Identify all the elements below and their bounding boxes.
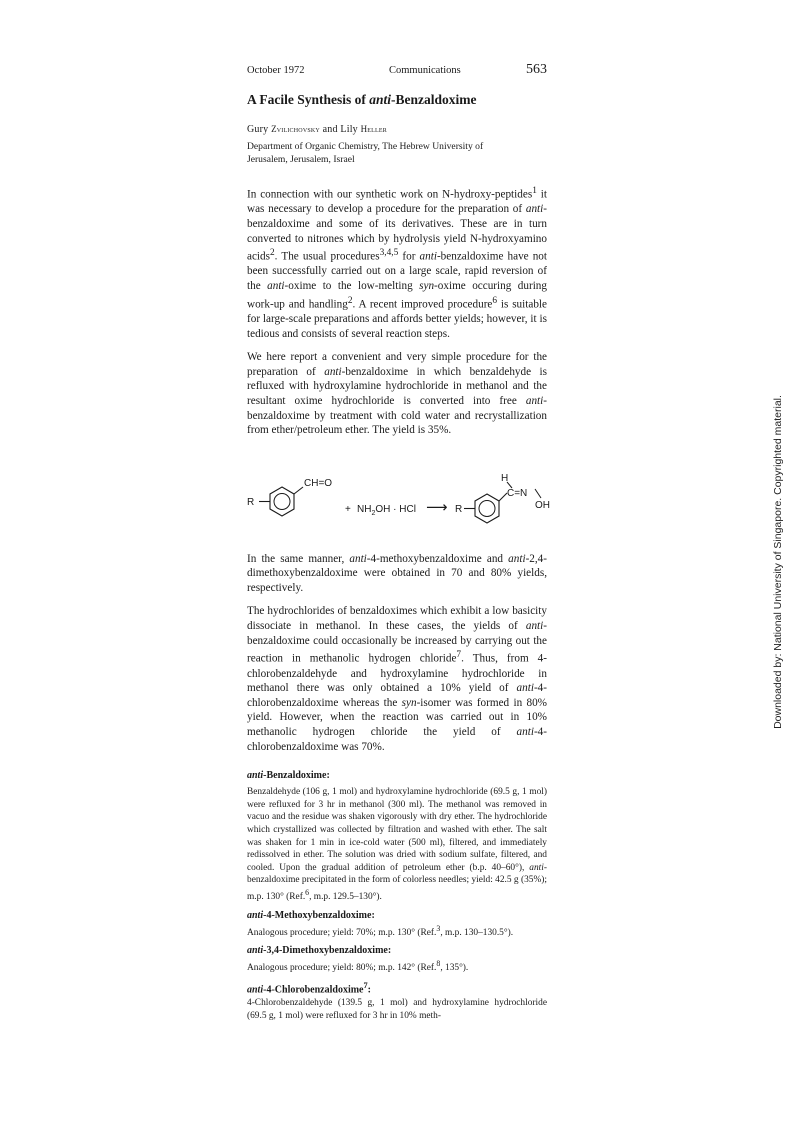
experimental-benzaldoxime: Benzaldehyde (106 g, 1 mol) and hydroxylamine hydrochloride (69.5 g, 1 mol) were refluxed for 3 hr in methanol (300 ml). The methanol was removed in vacuo and the residue was shaken vigorously with dry ether. The hydrochloride which crystallized was collected by filtration and washed with ether. The salt was shaken for 1 min in ice-cold water (500 ml), filtered, and immediately redissolved in ether. The solution was dried with sodium sulfate, filtered, and cooled. Upon the gradual addition of petroleum ether (b.p. 40–60°), anti-benzaldoxime precipitated in the form of colorless needles; yield: 42.5 g (35%); m.p. 130° (Ref.$^6$, m.p. 129.5–130°). (247, 787, 547, 903)
experimental-heading-dimethoxy: anti-3,4-Dimethoxybenzaldoxime: (247, 945, 392, 957)
hydrogen-label: H (501, 472, 509, 484)
benzene-ring-left (259, 487, 303, 516)
experimental-chloro: 4-Chlorobenzaldehyde (139.5 g, 1 mol) and hydroxylamine hydrochloride (69.5 g, 1 mol) were refluxed for 3 hr in 10% meth- (247, 998, 547, 1021)
substituent-r-left: R (247, 496, 255, 508)
author-line: Gury Zvilichovsky and Lily Heller (247, 124, 387, 135)
experimental-heading-chloro: anti-4-Chlorobenzaldoxime$^7$: (247, 981, 372, 996)
experimental-methoxy: Analogous procedure; yield: 70%; m.p. 130° (Ref.$^3$, m.p. 130–130.5°). (247, 923, 514, 938)
oxime-group: C=N (507, 487, 528, 499)
hydroxyl-group: OH (535, 499, 550, 511)
paragraph-procedure: We here report a convenient and very simple procedure for the preparation of anti-benzaldoxime in which benzaldehyde is refluxed with hydroxylamine hydrochloride in methanol and the resultant oxime hydrochloride is converted into free anti-benzaldoxime by treatment with cold water and recrystallization from ether/petroleum ether. The yield is 35%. (247, 351, 547, 437)
aldehyde-group: CH=O (304, 477, 333, 489)
paragraph-introduction: In connection with our synthetic work on N-hydroxy-peptides$^1$ it was necessary to develop a procedure for the preparation of anti-benzaldoxime and some of its derivatives. These are in turn converted to nitrones which by hydrolysis yield N-hydroxyamino acids$^2$. The usual procedures$^{3,4,5}$ for anti-benzaldoxime have not been successfully carried out on a large scale, rapid reversion of the anti-oxime to the low-melting syn-oxime occuring during work-up and handling$^2$. A recent improved procedure$^6$ is suitable for large-scale preparations and affords better yields; however, it is tedious and consists of several reaction steps. (247, 186, 548, 340)
benzene-ring-right (464, 482, 541, 523)
paragraph-methoxy-derivatives: In the same manner, anti-4-methoxybenzaldoxime and anti-2,4-dimethoxybenzaldoxime were obtained in 70 and 80% yields, respectively. (247, 552, 547, 594)
plus-sign: + (345, 503, 351, 515)
experimental-dimethoxy: Analogous procedure; yield: 80%; m.p. 142° (Ref.$^8$, 135°). (247, 959, 469, 974)
experimental-heading-methoxy: anti-4-Methoxybenzaldoxime: (247, 909, 375, 921)
section-title: Communications (389, 65, 461, 76)
reaction-arrow: ⟶ (426, 498, 448, 516)
article-page (247, 62, 550, 1023)
experimental-heading-benzaldoxime: anti-Benzaldoxime: (247, 770, 330, 782)
paragraph-hydrochlorides: The hydrochlorides of benzaldoximes which exhibit a low basicity dissociate in methanol. In these cases, the yields of anti-benzaldoxime could occasionally be increased by carrying out the reaction in methanolic hydrogen chloride$^7$. Thus, from 4-chlorobenzaldehyde and hydroxylamine hydrochloride in methanol there was only obtained a 10% yield of anti-4-chlorobenzaldoxime whereas the syn-isomer was formed in 80% yield. However, when the reaction was carried out in 10% methanolic hydrogen chloride the yield of anti-4-chlorobenzaldoxime was 70%. (247, 605, 547, 753)
issue-date: October 1972 (247, 65, 305, 76)
page-number: 563 (526, 62, 547, 77)
affiliation: Department of Organic Chemistry, The Hebrew University of Jerusalem, Jerusalem, Israel (247, 141, 484, 165)
hydroxylamine-reagent: $NH_2OH$ · HCl (357, 503, 416, 517)
running-head (247, 62, 547, 84)
download-watermark: Downloaded by: National University of Singapore. Copyrighted material. (772, 395, 784, 729)
article-title: A Facile Synthesis of anti-Benzaldoxime (247, 92, 477, 107)
reaction-scheme (245, 452, 550, 538)
substituent-r-right: R (455, 503, 463, 515)
